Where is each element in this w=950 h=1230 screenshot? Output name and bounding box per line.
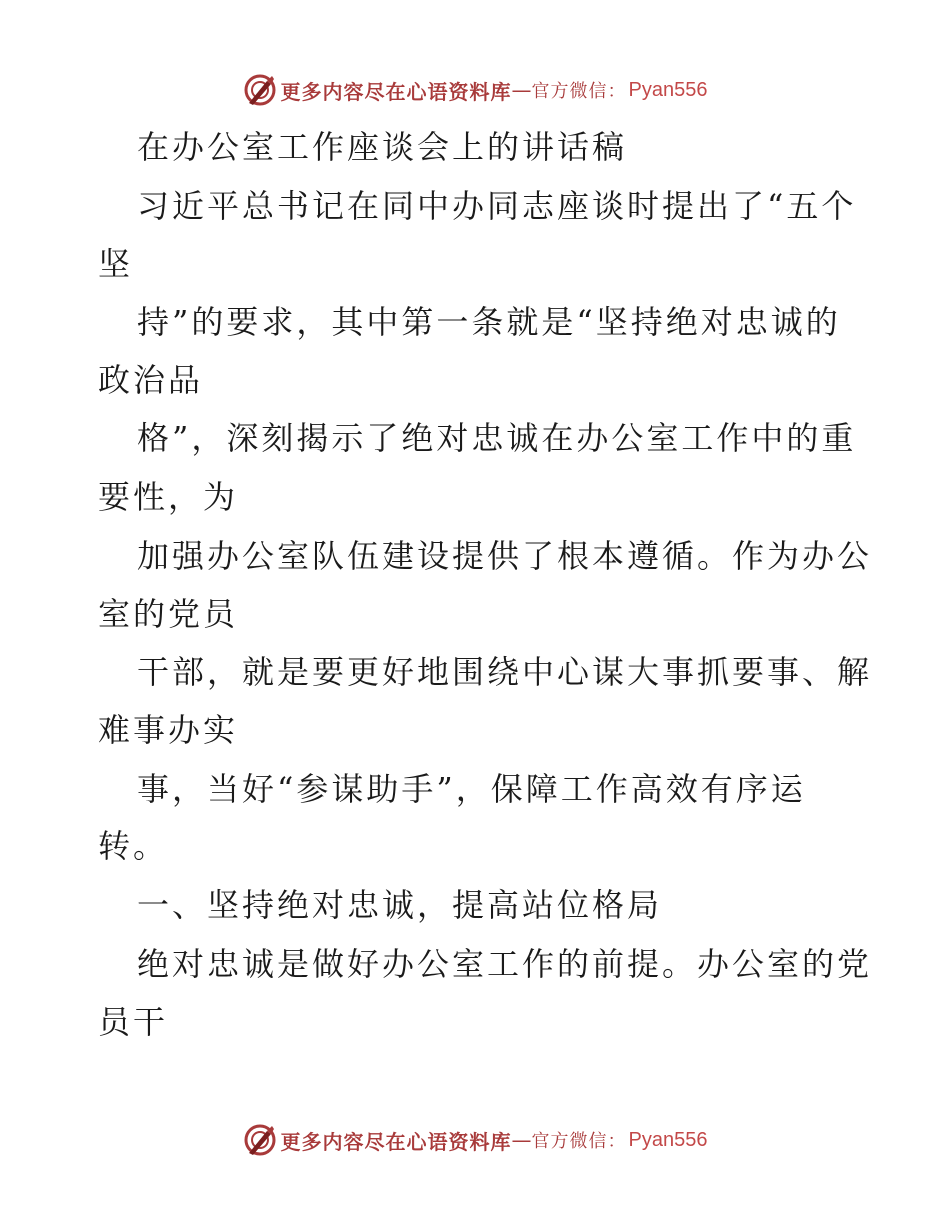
section-heading: 一、坚持绝对忠诚，提高站位格局 [137,886,663,924]
paragraph-line: 转。 [98,827,169,865]
document-title: 在办公室工作座谈会上的讲话稿 [137,128,628,166]
banner-main-text: 更多内容尽在心语资料库 [280,79,512,104]
paragraph-line: 格”，深刻揭示了绝对忠诚在办公室工作中的重 [137,419,857,457]
paragraph-line: 事，当好“参谋助手”，保障工作高效有序运 [137,770,806,808]
banner-separator: — [511,1128,532,1152]
paragraph-line: 员干 [98,1003,169,1041]
paragraph-line: 政治品 [98,361,204,399]
paragraph-line: 室的党员 [98,595,239,633]
pen-logo-icon [243,73,277,107]
pen-logo-icon [243,1123,277,1157]
banner-separator: — [511,78,532,102]
paragraph-line: 绝对忠诚是做好办公室工作的前提。办公室的党 [137,945,873,983]
paragraph-line: 持”的要求，其中第一条就是“坚持绝对忠诚的 [137,303,841,341]
paragraph-line: 习近平总书记在同中办同志座谈时提出了“五个 [137,187,857,225]
banner-main-text: 更多内容尽在心语资料库 [280,1129,512,1154]
paragraph-line: 干部，就是要更好地围绕中心谋大事抓要事、解 [137,653,873,691]
banner-wechat-id: Pyan556 [628,1128,708,1151]
paragraph-line: 要性，为 [98,478,239,516]
footer-watermark-banner [0,1120,950,1160]
paragraph-line: 难事办实 [98,711,239,749]
banner-wechat-id: Pyan556 [628,78,708,101]
header-watermark-banner [0,70,950,110]
paragraph-line: 坚 [98,245,134,283]
banner-wechat-label: 官方微信： [531,81,627,102]
paragraph-line: 加强办公室队伍建设提供了根本遵循。作为办公 [137,537,873,575]
banner-wechat-label: 官方微信： [531,1131,627,1152]
